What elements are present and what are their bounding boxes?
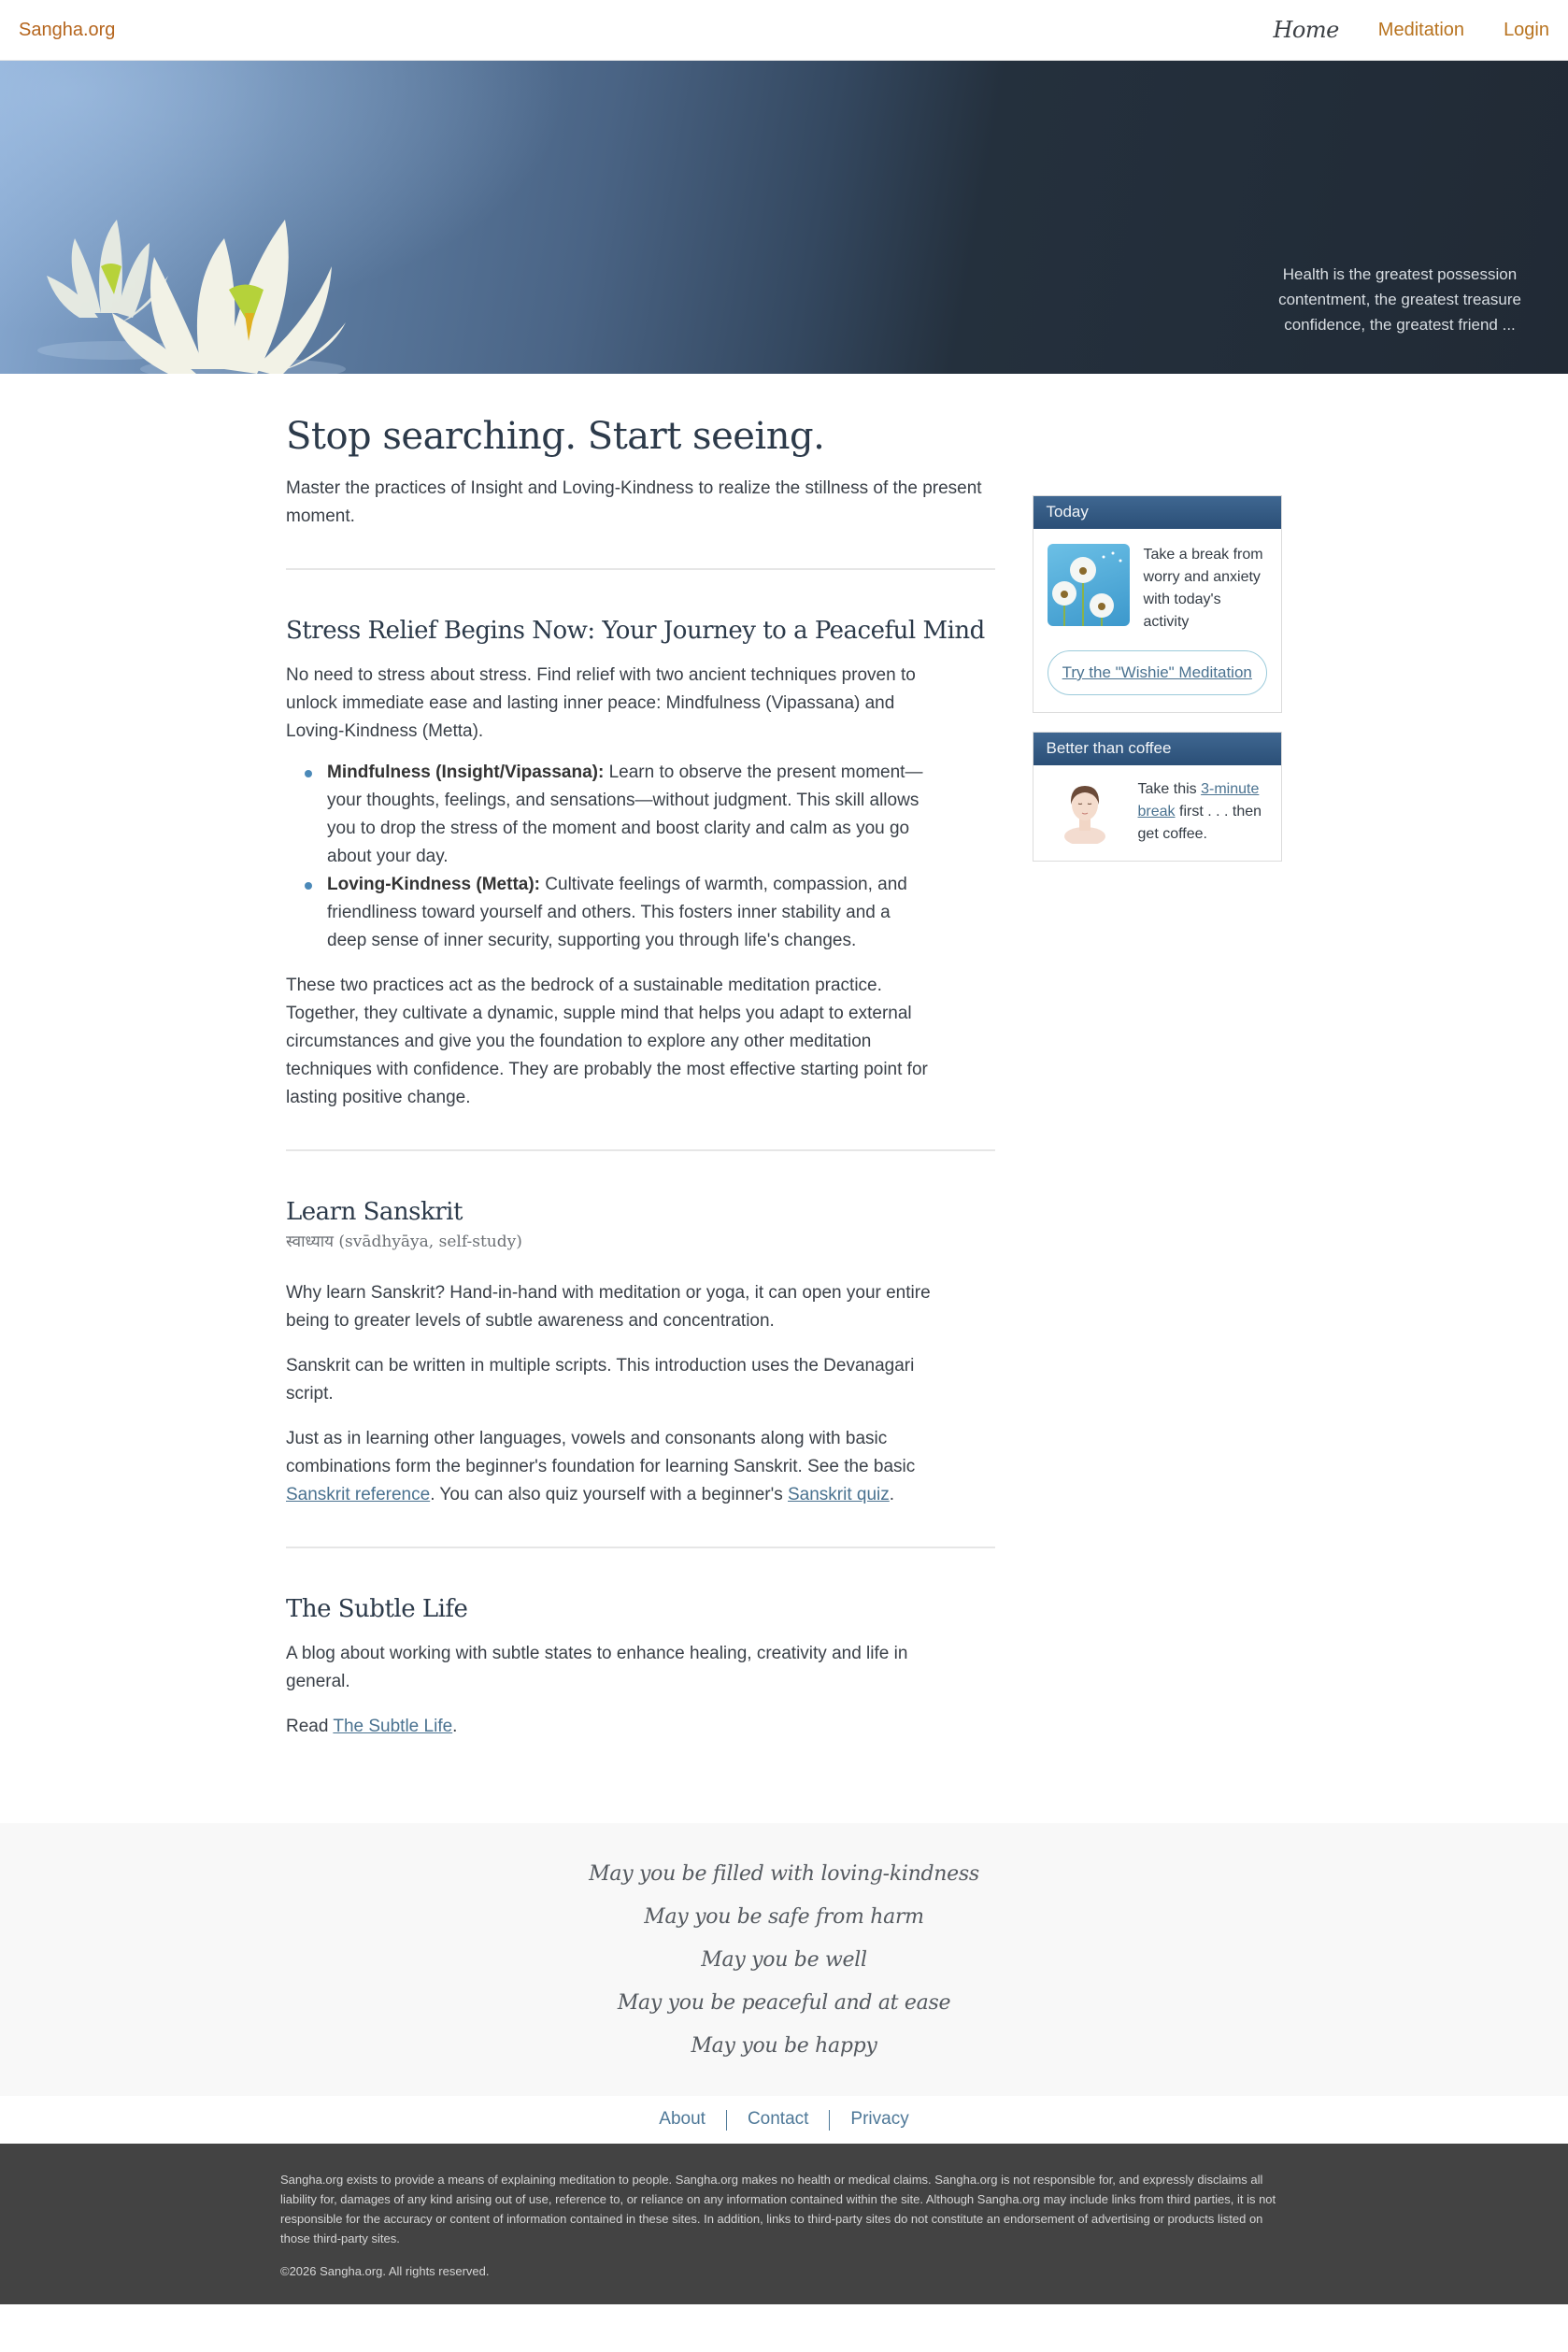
text: first . . . then get coffee. [1137, 804, 1262, 842]
section-stress-relief [286, 617, 995, 1112]
paragraph [286, 1425, 931, 1509]
blessing-line: May you be happy [691, 2034, 877, 2058]
hero-banner [0, 61, 1568, 374]
paragraph: A blog about working with subtle states to enhance healing, creativity and life in general. [286, 1644, 908, 1691]
intro-lead: Master the practices of Insight and Loving-Kindness to realize the stillness of the present moment. [286, 478, 982, 526]
site-footer [0, 2144, 1568, 2304]
top-navigation [0, 0, 1568, 61]
footer-links [0, 2096, 1568, 2144]
text: . [889, 1485, 895, 1504]
paragraph: These two practices act as the bedrock of a sustainable meditation practice. Together, they cultivate a dynamic, supple mind that helps you adapt to external circumstances and give you the foundation to explore any other meditation techniques with confidence. They are probably the most effective starting point for lasting positive change. [286, 976, 928, 1107]
footer-about-link[interactable]: About [659, 2109, 706, 2129]
divider [286, 568, 995, 570]
loving-kindness-blessings [0, 1823, 1568, 2096]
subtle-life-link[interactable]: The Subtle Life [333, 1717, 453, 1736]
hero-quote [1269, 262, 1531, 337]
text: Read [286, 1717, 334, 1736]
section-learn-sanskrit [286, 1198, 995, 1509]
dandelion-image [1048, 544, 1130, 626]
footer-contact-link[interactable]: Contact [747, 2109, 809, 2129]
divider [286, 1149, 995, 1151]
footer-privacy-link[interactable]: Privacy [850, 2109, 909, 2129]
list-text: Cultivate feelings of warmth, compassion, and friendliness toward yourself and others. This fosters inner stability and a deep sense of inner security, supporting you through life's changes. [327, 875, 907, 950]
list-term: Mindfulness (Insight/Vipassana): [327, 763, 605, 782]
blessing-line: May you be filled with loving-kindness [589, 1862, 979, 1886]
coffee-text [1138, 778, 1267, 846]
text: Take this [1137, 781, 1202, 797]
content-container [286, 374, 1282, 1741]
paragraph: Why learn Sanskrit? Hand-in-hand with meditation or yoga, it can open your entire being to greater levels of subtle awareness and concentration. [286, 1283, 931, 1331]
three-minute-break-link[interactable]: 3-minute break [1137, 781, 1260, 820]
list-item [327, 871, 931, 955]
main-nav [1273, 17, 1549, 43]
section-subtle-life [286, 1595, 995, 1741]
lotus-flowers-image [28, 201, 402, 374]
divider [286, 1547, 995, 1548]
nav-login[interactable]: Login [1504, 19, 1549, 40]
sanskrit-quiz-link[interactable]: Sanskrit quiz [788, 1485, 890, 1504]
main-content [286, 411, 995, 1741]
today-text: Take a break from worry and anxiety with today's activity [1143, 547, 1263, 630]
text: Just as in learning other languages, vowels and consonants along with basic combinations form the beginner's foundation for learning Sanskrit. See the basic [286, 1429, 916, 1476]
page-title: Stop searching. Start seeing. [286, 415, 825, 458]
section-title: Stress Relief Begins Now: Your Journey to a Peaceful Mind [286, 617, 985, 645]
paragraph: Sanskrit can be written in multiple scripts. This introduction uses the Devanagari script. [286, 1356, 915, 1404]
blessing-line: May you be well [701, 1948, 867, 1972]
coffee-card [1033, 732, 1282, 862]
today-card [1033, 495, 1282, 713]
paragraph [286, 1713, 931, 1741]
disclaimer-text: Sangha.org exists to provide a means of explaining meditation to people. Sangha.org makes no health or medical claims. Sangha.org is not responsible for, and expressly disclaims all liability for, damages of any kind arising out of use, reference to, or reliance on any information contained within the site. Although Sangha.org may include links from third parties, it is not responsible for the accuracy or content of information contained in these sites. In addition, links to third-party sites do not constitute an endorsement of advertising or products listed on those third-party sites. [280, 2172, 1276, 2245]
text: . [452, 1717, 458, 1736]
quote-line: Health is the greatest possession [1282, 265, 1518, 283]
paragraph: No need to stress about stress. Find relief with two ancient techniques proven to unlock immediate ease and lasting inner peace: Mindfulness (Vipassana) and Loving-Kindness (Metta). [286, 665, 916, 741]
list-term: Loving-Kindness (Metta): [327, 875, 540, 894]
list-item [327, 759, 931, 871]
nav-meditation[interactable]: Meditation [1377, 19, 1465, 40]
section-title: The Subtle Life [286, 1595, 468, 1623]
section-title: Learn Sanskrit [286, 1198, 463, 1226]
card-header: Better than coffee [1033, 733, 1281, 765]
brand-logo-link[interactable]: Sangha.org [19, 19, 116, 40]
quote-line: contentment, the greatest treasure [1278, 291, 1521, 308]
sanskrit-reference-link[interactable]: Sanskrit reference [286, 1485, 431, 1504]
section-subtitle: स्वाध्याय (svādhyāya, self-study) [286, 1233, 522, 1251]
text: . You can also quiz yourself with a beginner's [430, 1485, 788, 1504]
blessing-line: May you be safe from harm [644, 1905, 924, 1929]
card-header: Today [1033, 496, 1281, 529]
practices-list [286, 759, 931, 955]
wishie-meditation-button[interactable]: Try the "Wishie" Meditation [1048, 650, 1267, 695]
copyright-text: ©2026 Sangha.org. All rights reserved. [280, 2263, 490, 2278]
woman-face-image [1057, 778, 1113, 844]
blessing-line: May you be peaceful and at ease [617, 1991, 951, 2015]
nav-home[interactable]: Home [1273, 17, 1339, 43]
quote-line: confidence, the greatest friend ... [1284, 316, 1516, 334]
list-text: Learn to observe the present moment—your thoughts, feelings, and sensations—without judgment. This skill allows you to drop the stress of the moment and boost clarity and calm as you go about your day. [327, 763, 923, 866]
sidebar [1033, 411, 1282, 1741]
